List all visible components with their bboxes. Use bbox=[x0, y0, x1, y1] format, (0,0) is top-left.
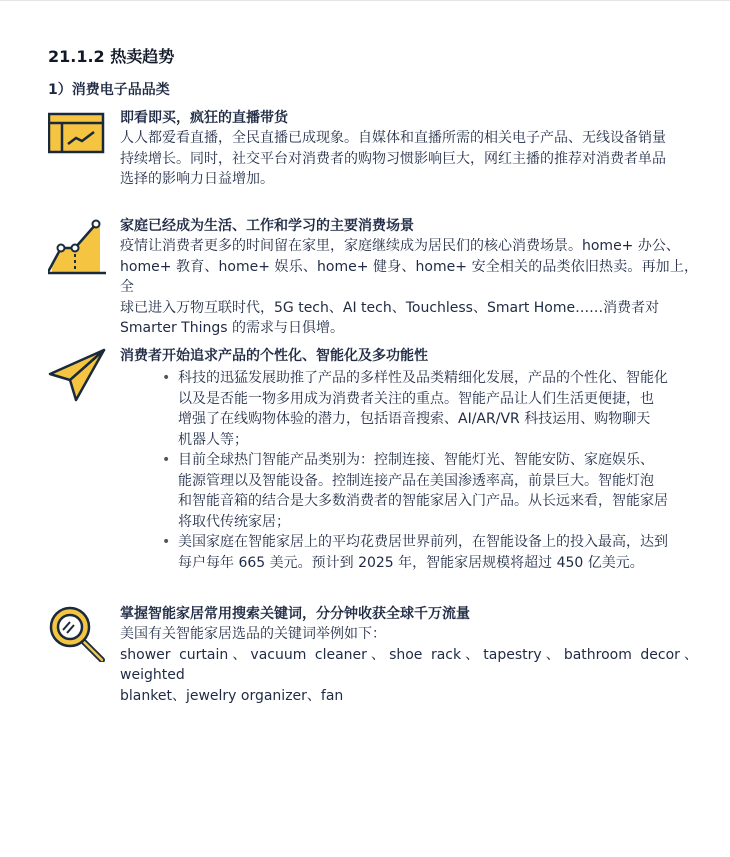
body-line: 持续增长。同时，社交平台对消费者的购物习惯影响巨大，网红主播的推荐对消费者单品 bbox=[120, 150, 666, 167]
section-title: 掌握智能家居常用搜索关键词，分分钟收获全球千万流量 bbox=[120, 606, 470, 622]
paper-plane-icon bbox=[48, 348, 106, 406]
body-line: home+ 教育、home+ 娱乐、home+ 健身、home+ 安全相关的品类依旧热卖。再加上，全 bbox=[120, 258, 698, 295]
section-body bbox=[120, 236, 698, 339]
body-line: Smarter Things 的需求与日俱增。 bbox=[120, 320, 344, 336]
bullet-line: 将取代传统家居； bbox=[178, 513, 290, 530]
bullet-line: 以及是否能一物多用成为消费者关注的重点。智能产品让人们生活更便捷，也 bbox=[178, 390, 654, 407]
growth-line-chart-icon bbox=[48, 218, 106, 276]
list-item bbox=[178, 532, 698, 573]
bullet-list bbox=[120, 368, 698, 573]
list-item bbox=[178, 368, 698, 450]
magnifier-icon bbox=[48, 604, 106, 662]
section-title: 消费者开始追求产品的个性化、智能化及多功能性 bbox=[120, 348, 428, 364]
bullet-line: 和智能音箱的结合是大多数消费者的智能家居入门产品。从长远来看，智能家居 bbox=[178, 493, 668, 509]
top-divider bbox=[0, 0, 730, 1]
section-title: 即看即买，疯狂的直播带货 bbox=[120, 110, 288, 126]
bullet-line: 能源管理以及智能设备。控制连接产品在美国渗透率高，前景巨大。智能灯泡 bbox=[178, 472, 654, 489]
body-line: 美国有关智能家居选品的关键词举例如下： bbox=[120, 626, 386, 642]
bullet-line: 每户每年 665 美元。预计到 2025 年，智能家居规模将超过 450 亿美元。 bbox=[178, 554, 644, 571]
list-item bbox=[178, 450, 698, 532]
bullet-line: 增强了在线购物体验的潜力，包括语音搜索、AI/AR/VR 科技运用、购物聊天 bbox=[178, 411, 651, 427]
section-heading: 21.1.2 热卖趋势 bbox=[48, 47, 175, 66]
body-line: shower curtain、vacuum cleaner、shoe rack、tapestry、bathroom decor、weighted bbox=[120, 646, 698, 683]
section-body bbox=[120, 624, 698, 706]
section-body bbox=[120, 128, 698, 190]
body-line: 选择的影响力日益增加。 bbox=[120, 171, 274, 187]
bullet-line: 机器人等； bbox=[178, 431, 248, 448]
bullet-line: • 美国家庭在智能家居上的平均花费居世界前列，在智能设备上的投入最高，达到 bbox=[178, 534, 668, 550]
bullet-line: • 目前全球热门智能产品类别为：控制连接、智能灯光、智能安防、家庭娱乐、 bbox=[178, 452, 654, 468]
body-line: 球已进入万物互联时代，5G tech、AI tech、Touchless、Smart Home……消费者对 bbox=[120, 299, 660, 316]
body-line: blanket、jewelry organizer、fan bbox=[120, 687, 344, 704]
bullet-line: • 科技的迅猛发展助推了产品的多样性及品类精细化发展，产品的个性化、智能化 bbox=[178, 370, 668, 386]
livestream-chart-icon bbox=[48, 110, 106, 168]
body-line: 人人都爱看直播，全民直播已成现象。自媒体和直播所需的相关电子产品、无线设备销量 bbox=[120, 130, 666, 146]
section-title: 家庭已经成为生活、工作和学习的主要消费场景 bbox=[120, 218, 414, 234]
category-subheading: 1）消费电子品品类 bbox=[48, 82, 170, 98]
body-line: 疫情让消费者更多的时间留在家里，家庭继续成为居民们的核心消费场景。home+ 办公、 bbox=[120, 238, 680, 254]
